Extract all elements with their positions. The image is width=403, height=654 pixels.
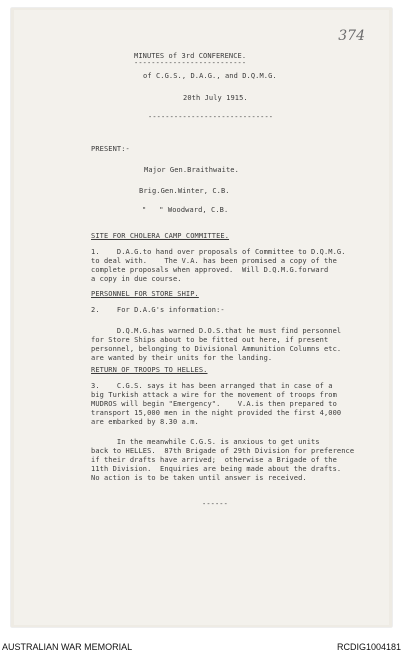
present-member: Brig.Gen.Winter, C.B. [139, 187, 230, 195]
archive-name: AUSTRALIAN WAR MEMORIAL [2, 642, 133, 652]
section-body-line: are wanted by their units for the landing. [91, 354, 273, 362]
present-member: Major Gen.Braithwaite. [144, 166, 239, 174]
document-date: 20th July 1915. [183, 94, 248, 102]
handwritten-page-number: 374 [338, 28, 365, 44]
section-body-line: big Turkish attack a wire for the movement of troops from [91, 391, 337, 399]
archive-footer [0, 638, 403, 654]
date-rule: ----------------------------- [148, 113, 274, 121]
document-title: MINUTES of 3rd CONFERENCE. [134, 52, 247, 60]
section-body-line: to deal with. The V.A. has been promised a copy of the [91, 257, 337, 265]
end-mark: ------ [202, 500, 228, 508]
section-heading: PERSONNEL FOR STORE SHIP. [91, 290, 199, 298]
section-heading: SITE FOR CHOLERA CAMP COMMITTEE. [91, 232, 230, 240]
section-body-line: if their drafts have arrived; otherwise a Brigade of the [91, 456, 337, 464]
present-label: PRESENT:- [91, 145, 130, 153]
archive-reference: RCDIG1004181 [336, 642, 401, 652]
section-body-line: No action is to be taken until answer is received. [91, 474, 307, 482]
section-body-line: are embarked by 8.30 a.m. [91, 418, 199, 426]
section-body-line: 1. D.A.G.to hand over proposals of Committee to D.Q.M.G. [91, 248, 346, 256]
section-body-line: 3. C.G.S. says it has been arranged that in case of a [91, 382, 333, 390]
section-heading: RETURN OF TROOPS TO HELLES. [91, 366, 208, 374]
section-body-line: for Store Ships about to be fitted out here, if present [91, 336, 329, 344]
title-rule: -------------------------- [134, 59, 247, 67]
section-body-line: back to HELLES. 87th Brigade of 29th Division for preference [91, 447, 355, 455]
section-body-line: MUDROS will begin "Emergency". V.A.is then prepared to [91, 400, 337, 408]
section-body-line: complete proposals when approved. Will D.Q.M.G.forward [91, 266, 329, 274]
section-body-line: 11th Division. Enquiries are being made about the drafts. [91, 465, 342, 473]
section-body-line: a copy in due course. [91, 275, 182, 283]
section-body-line: transport 15,000 men in the night provided the first 4,000 [91, 409, 342, 417]
section-body-line: personnel, belonging to Divisional Ammunition Columns etc. [91, 345, 342, 353]
section-body-line: D.Q.M.G.has warned D.O.S.that he must find personnel [91, 327, 342, 335]
document-page [14, 10, 389, 625]
present-member: " " Woodward, C.B. [142, 206, 229, 214]
section-body-line: 2. For D.A.G's information:- [91, 306, 225, 314]
document-subtitle: of C.G.S., D.A.G., and D.Q.M.G. [143, 72, 277, 80]
section-body-line: In the meanwhile C.G.S. is anxious to get units [91, 438, 320, 446]
